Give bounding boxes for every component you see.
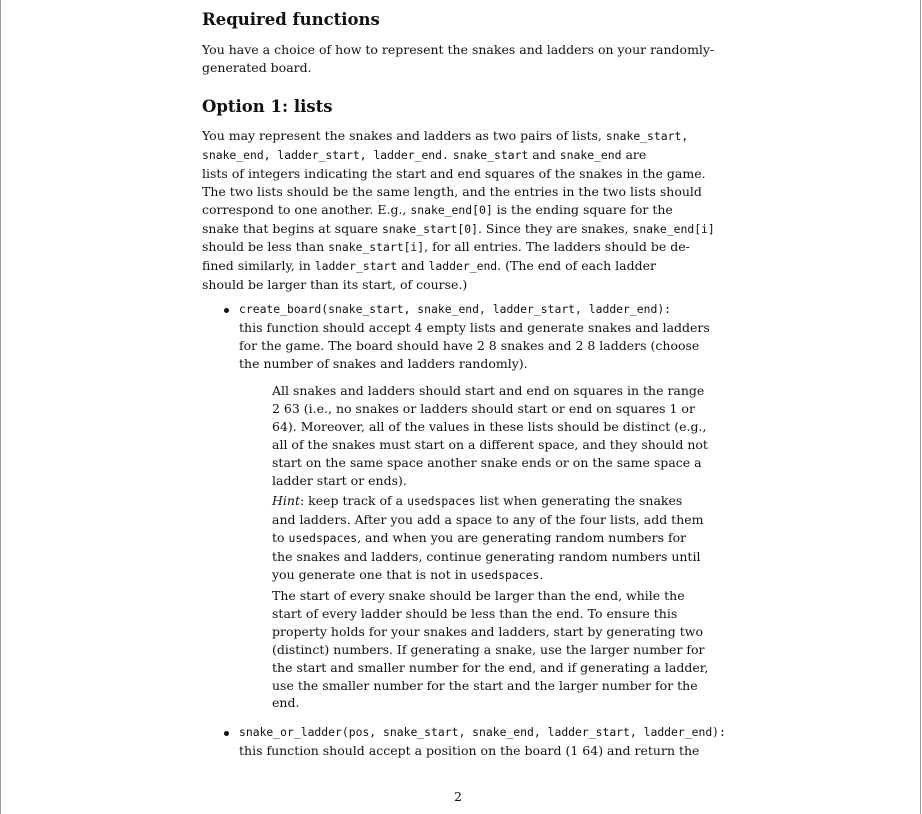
sub-line: 2 63 (i.e., no snakes or ladders should start or end on squares 1 or — [272, 400, 695, 416]
section-heading-required-functions: Required functions — [202, 10, 380, 29]
option1-line: lists of integers indicating the start and end squares of the snakes in the game. — [202, 165, 706, 181]
sub-line: 64). Moreover, all of the values in these lists should be distinct (e.g., — [272, 418, 707, 434]
sub-line: All snakes and ladders should start and end on squares in the range — [272, 383, 705, 398]
section-heading-option-1: Option 1: lists — [202, 97, 333, 116]
bullet-item-snake-or-ladder — [239, 724, 726, 760]
sub-line: the start and smaller number for the end, and if generating a ladder, — [272, 659, 709, 675]
page-edge-right — [920, 0, 921, 814]
create-board-subparagraph-range — [272, 382, 718, 489]
intro-paragraph — [202, 41, 718, 77]
sub-line: the snakes and ladders, continue generating random numbers until — [272, 548, 701, 564]
sub-line: (distinct) numbers. If generating a snake, use the larger number for — [272, 641, 705, 657]
create-board-line: the number of snakes and ladders randomly). — [239, 355, 528, 371]
create-board-line: for the game. The board should have 2 8 snakes and 2 8 ladders (choose — [239, 337, 700, 353]
bullet-item-create-board — [239, 301, 718, 373]
snake-or-ladder-signature: snake_or_ladder(pos, snake_start, snake_end, ladder_start, ladder_end): — [239, 725, 726, 739]
sub-line: Hint: keep track of a usedspaces list when generating the snakes — [272, 493, 683, 508]
sub-line: all of the snakes must start on a different space, and they should not — [272, 436, 708, 452]
bullet-dot-2 — [224, 731, 229, 736]
page-number: 2 — [454, 789, 462, 804]
sub-line: ladder start or ends). — [272, 472, 407, 488]
create-board-subparagraph-hint — [272, 492, 718, 585]
sub-line: and ladders. After you add a space to any of the four lists, add them — [272, 511, 704, 527]
bullet-dot-1 — [224, 308, 229, 313]
hint-label: Hint — [272, 493, 300, 508]
option1-paragraph — [202, 127, 718, 294]
option1-line: snake that begins at square snake_start[0]. Since they are snakes, snake_end[i] — [202, 220, 715, 236]
sub-line: you generate one that is not in usedspaces. — [272, 566, 544, 582]
intro-line-2: generated board. — [202, 59, 312, 75]
option1-line: should be larger than its start, of course.) — [202, 277, 468, 293]
sub-line: start on the same space another snake ends or on the same space a — [272, 454, 702, 470]
create-board-line: this function should accept 4 empty lists and generate snakes and ladders — [239, 319, 710, 335]
create-board-subparagraph-ordering — [272, 587, 718, 712]
option1-line: snake_end, ladder_start, ladder_end. snake_start and snake_end are — [202, 146, 647, 162]
sub-line: The start of every snake should be larger than the end, while the — [272, 588, 685, 603]
sub-line: to usedspaces, and when you are generating random numbers for — [272, 529, 687, 545]
sub-line: start of every ladder should be less than the end. To ensure this — [272, 605, 678, 621]
option1-line: You may represent the snakes and ladders as two pairs of lists, snake_start, — [202, 128, 689, 143]
option1-line: should be less than snake_start[i], for all entries. The ladders should be de- — [202, 239, 690, 255]
sub-line: property holds for your snakes and ladders, start by generating two — [272, 623, 703, 639]
sub-line: end. — [272, 695, 300, 711]
option1-line: The two lists should be the same length, and the entries in the two lists should — [202, 183, 702, 199]
page-edge-left — [0, 0, 1, 814]
sub-line: use the smaller number for the start and the larger number for the — [272, 677, 698, 693]
option1-line: fined similarly, in ladder_start and ladder_end. (The end of each ladder — [202, 258, 656, 274]
snake-or-ladder-line: this function should accept a position on the board (1 64) and return the — [239, 742, 700, 758]
option1-line: correspond to one another. E.g., snake_end[0] is the ending square for the — [202, 201, 673, 217]
create-board-signature: create_board(snake_start, snake_end, ladder_start, ladder_end): — [239, 302, 672, 316]
intro-line-1: You have a choice of how to represent the snakes and ladders on your randomly- — [202, 42, 715, 57]
